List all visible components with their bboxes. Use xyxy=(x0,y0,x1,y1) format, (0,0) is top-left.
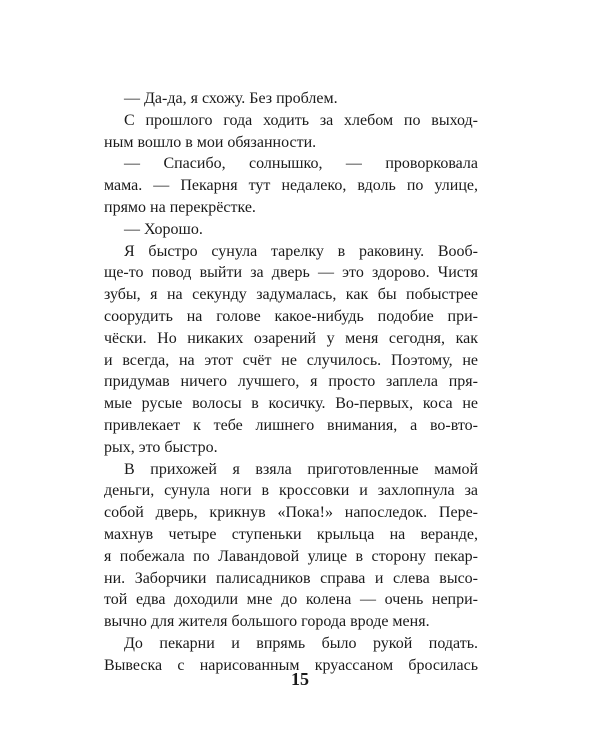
text-line: ще-то повод выйти за дверь — это здорово. Чистя xyxy=(104,264,478,282)
text-line: чёски. Но никаких озарений у меня сегодня, как xyxy=(104,329,478,347)
text-line: В прихожей я взяла приготовленные мамой xyxy=(124,460,478,478)
text-line: зубы, я на секунду задумалась, как бы побыстрее xyxy=(104,286,478,304)
text-line: прямо на перекрёстке. xyxy=(104,199,256,216)
text-line: махнув четыре ступеньки крыльца на веранде, xyxy=(104,526,478,543)
text-line: мые русые волосы в косичку. Во-первых, коса не xyxy=(104,395,478,413)
text-line: и всегда, на этот счёт не случилось. Поэтому, не xyxy=(104,351,478,369)
text-line: — Да-да, я схожу. Без проблем. xyxy=(124,90,338,107)
text-line: С прошлого года ходить за хлебом по выход- xyxy=(124,111,478,129)
text-line: Вывеска с нарисованным круассаном бросилась xyxy=(104,656,478,674)
text-line: я побежала по Лавандовой улице в сторону пекар- xyxy=(104,547,478,565)
text-line: Я быстро сунула тарелку в раковину. Вооб- xyxy=(124,242,478,260)
text-line: ным вошло в мои обязанности. xyxy=(104,133,317,151)
text-line: — Хорошо. xyxy=(124,220,203,238)
text-line: мама. — Пекарня тут недалеко, вдоль по улице, xyxy=(104,177,478,195)
text-line: той едва доходили мне до колена — очень непри- xyxy=(104,591,478,609)
text-line: придумав ничего лучшего, я просто заплела пря- xyxy=(104,373,478,391)
text-line: соорудить на голове какое-нибудь подобие при- xyxy=(104,308,478,325)
text-line: привлекает к тебе лишнего внимания, а во-вто- xyxy=(104,417,478,434)
text-line: рых, это быстро. xyxy=(104,438,218,456)
text-line: ни. Заборчики палисадников справа и слева высо- xyxy=(104,569,478,587)
page-number: 15 xyxy=(291,669,309,689)
text-line: — Спасибо, солнышко, — проворковала xyxy=(124,155,478,173)
text-line: собой дверь, крикнув «Пока!» напоследок. Пере- xyxy=(104,504,478,522)
text-line: вычно для жителя большого города вроде меня. xyxy=(104,613,430,631)
text-line: деньги, сунула ноги в кроссовки и захлопнула за xyxy=(104,482,478,500)
text-line: До пекарни и впрямь было рукой подать. xyxy=(124,635,478,652)
